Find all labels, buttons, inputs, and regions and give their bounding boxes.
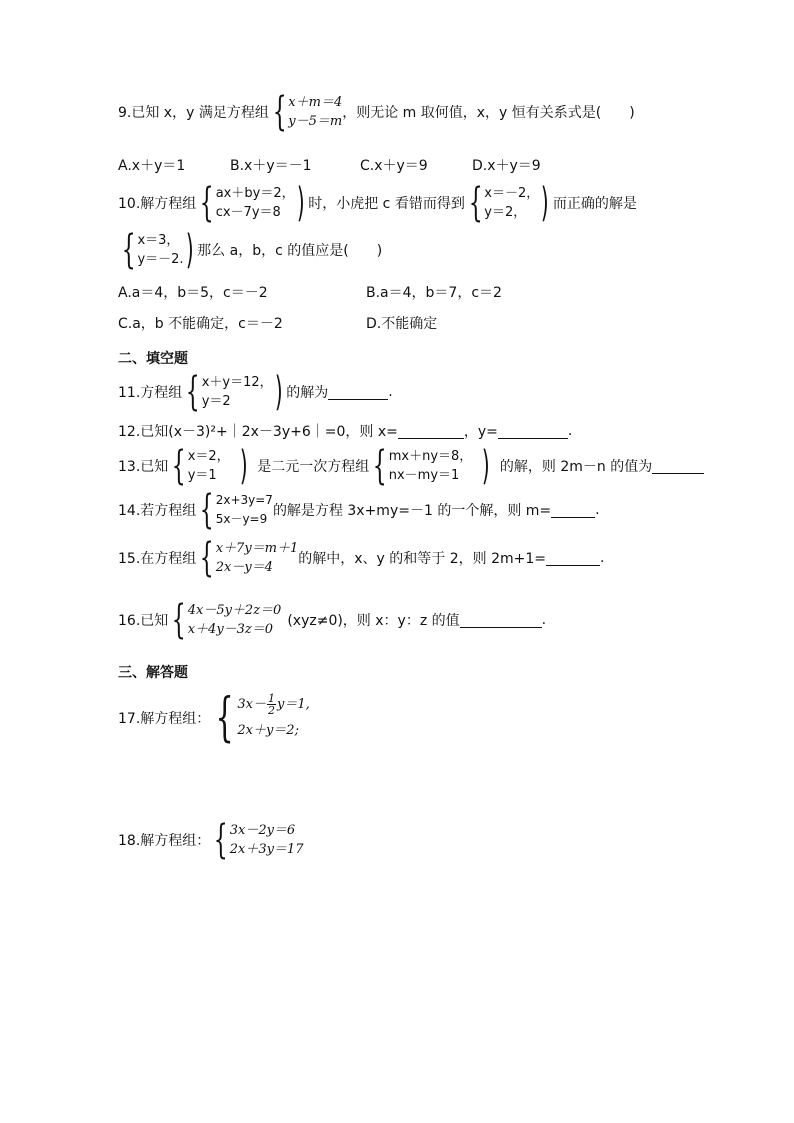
q15-end: . [600, 550, 605, 566]
section-3-heading: 三、解答题 [118, 665, 188, 681]
question-11 [118, 369, 393, 415]
q13-answer-blank[interactable] [652, 459, 704, 474]
q18-prefix: 18.解方程组： [118, 833, 211, 849]
q16-suffix: (xyz≠0)，则 x：y：z 的值 [287, 613, 460, 629]
q17-eq2: 2x＋y＝2; [237, 723, 299, 738]
q17-system: { 3x－ $\frac{1}{2}$ y＝1, 2x＋y＝2; [215, 688, 310, 748]
q10-wrong2: y＝2， [484, 205, 527, 220]
q10-eq2: cx－7y＝8 [215, 205, 281, 220]
q14-answer-blank[interactable] [551, 503, 595, 518]
q10-eq1: ax＋by＝2， [215, 186, 295, 201]
q16-prefix: 16.已知 [118, 613, 169, 629]
q14-end: . [595, 502, 600, 518]
q10-right2: y＝－2. [137, 252, 184, 267]
q14-eq1: 2x+3y=7 [215, 493, 273, 507]
question-10-cont [118, 227, 383, 273]
q10-option-c: C.a，b 不能确定，c＝－2 [118, 316, 283, 332]
q17-frac-num: 1 [267, 692, 275, 705]
q13-mid: 是二元一次方程组 [257, 459, 370, 475]
q9-suffix: ，则无论 m 取何值，x，y 恒有关系式是( ) [342, 105, 635, 121]
section-2-heading: 二、填空题 [118, 351, 188, 367]
q9-option-b: B.x＋y＝－1 [230, 158, 312, 174]
question-16 [118, 597, 547, 643]
q12-y-blank[interactable] [498, 424, 568, 439]
q10-option-b: B.a＝4，b＝7，c＝2 [366, 285, 502, 301]
q11-suffix: 的解为 [286, 385, 329, 401]
q9-system: { x＋m＝4 y－5＝m [272, 89, 343, 135]
q18-eq1: 3x－2y＝6 [229, 823, 296, 838]
q9-option-c: C.x＋y＝9 [360, 158, 428, 174]
q10-wrong1: x＝－2， [484, 186, 540, 201]
q10-wrong-solution: { x＝－2， y＝2， ) [468, 180, 549, 226]
q11-answer-blank[interactable] [328, 385, 388, 400]
q9-option-d: D.x＋y＝9 [472, 158, 541, 174]
q10-prefix: 10.解方程组 [118, 196, 197, 212]
question-10 [118, 180, 637, 226]
q10-system: { ax＋by＝2， cx－7y＝8 ) [199, 180, 305, 226]
q9-eq2: y－5＝m [288, 114, 343, 129]
q10-suffix: 而正确的解是 [552, 196, 637, 212]
q10-tail: 那么 a，b，c 的值应是( ) [197, 243, 383, 259]
q12-x-blank[interactable] [398, 424, 464, 439]
q17-fraction [267, 693, 276, 716]
q13-eq1: mx＋ny＝8， [388, 449, 473, 464]
question-13 [118, 443, 704, 489]
q16-end: . [541, 612, 547, 628]
q10-right-solution: { x＝3， y＝－2. ) [121, 227, 194, 273]
question-14 [118, 487, 600, 533]
q11-system: { x＋y＝12， y＝2 ) [185, 369, 283, 415]
question-9 [118, 89, 635, 135]
q16-system: { 4x－5y＋2z＝0 x＋4y－3z＝0 [171, 597, 282, 643]
q15-eq2: 2x－y＝4 [215, 560, 273, 575]
q10-option-d: D.不能确定 [366, 316, 438, 332]
q16-eq2: x＋4y－3z＝0 [187, 622, 274, 637]
q14-prefix: 14.若方程组 [118, 503, 197, 519]
q17-eq1-b: y＝1, [276, 697, 310, 712]
q16-answer-blank[interactable] [460, 613, 542, 628]
q15-eq1: x＋7y＝m＋1 [215, 541, 299, 556]
q9-prefix: 9.已知 x，y 满足方程组 [118, 105, 269, 121]
q17-prefix: 17.解方程组： [118, 711, 211, 727]
q11-eq1: x＋y＝12， [201, 375, 273, 390]
q13-s1: x＝2， [187, 449, 230, 464]
q17-eq1 [237, 692, 309, 718]
q13-s2: y＝1 [187, 468, 217, 483]
q12-end: . [567, 423, 573, 439]
q10-option-a: A.a＝4，b＝5，c＝－2 [118, 285, 268, 301]
q11-eq2: y＝2 [201, 394, 231, 409]
q17-eq1-a: 3x－ [237, 697, 266, 712]
q17-frac-den: 2 [267, 704, 275, 717]
q14-system: { 2x+3y=7 5x－y=9 [199, 487, 273, 533]
q18-eq2: 2x＋3y＝17 [229, 842, 304, 857]
q10-mid: 时，小虎把 c 看错而得到 [308, 196, 465, 212]
q16-eq1: 4x－5y＋2z＝0 [187, 603, 282, 618]
q13-system: { mx＋ny＝8， nx－my＝1 ) [373, 443, 491, 489]
q12-mid: ，y= [463, 424, 498, 440]
q15-suffix: 的解中，x、y 的和等于 2，则 2m+1= [298, 551, 547, 567]
q13-eq2: nx－my＝1 [388, 468, 460, 483]
q9-option-a: A.x＋y＝1 [118, 158, 186, 174]
q11-prefix: 11.方程组 [118, 385, 183, 401]
q10-right1: x＝3， [137, 233, 180, 248]
q11-end: . [388, 384, 393, 400]
question-15 [118, 535, 605, 581]
q13-solution: { x＝2， y＝1 ) [171, 443, 248, 489]
question-12 [118, 421, 572, 441]
q14-eq2: 5x－y=9 [215, 512, 268, 526]
q14-suffix: 的解是方程 3x+my=－1 的一个解，则 m= [272, 503, 552, 519]
q12-text: 12.已知(x－3)²+｜2x－3y+6｜=0，则 x= [118, 424, 398, 440]
question-18 [118, 817, 304, 863]
q9-eq1: x＋m＝4 [288, 95, 343, 110]
q15-answer-blank[interactable] [546, 551, 600, 566]
question-17 [118, 688, 310, 748]
q13-suffix: 的解，则 2m－n 的值为 [499, 459, 653, 475]
q13-prefix: 13.已知 [118, 459, 169, 475]
q18-system: { 3x－2y＝6 2x＋3y＝17 [213, 817, 304, 863]
q15-prefix: 15.在方程组 [118, 551, 197, 567]
q15-system: { x＋7y＝m＋1 2x－y＝4 [199, 535, 299, 581]
